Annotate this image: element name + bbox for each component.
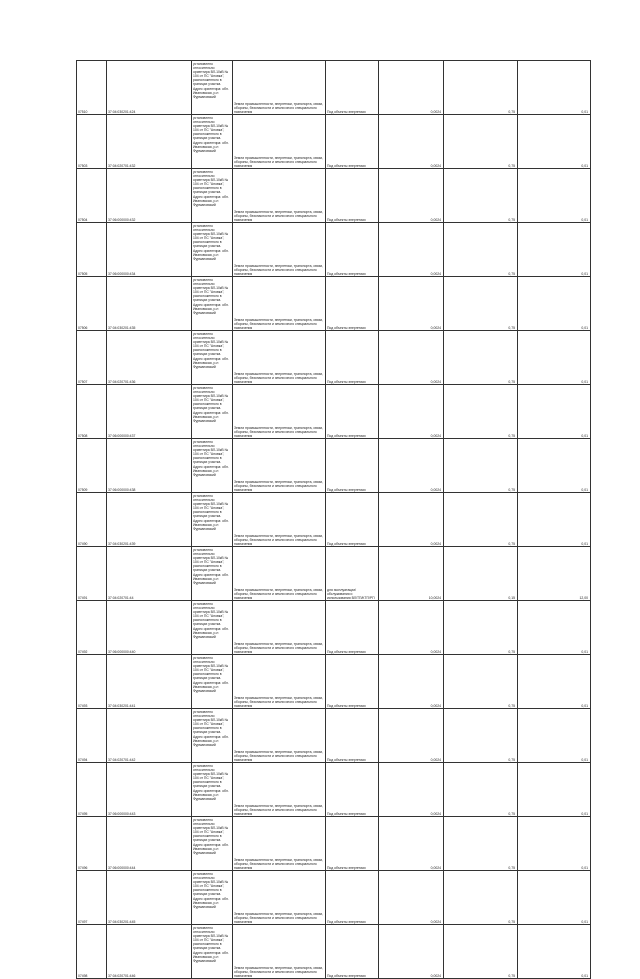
land-category-text: Земли промышленности, энергетики, транспорта, связи, обороны, безопасности и земли иного специального назначения [234, 371, 324, 384]
table-row [77, 439, 591, 493]
permitted-use-text: Под объекты энергетики [327, 973, 366, 978]
rate-value: 0,75 [444, 925, 518, 979]
object-location [192, 61, 233, 115]
permitted-use-text: Под объекты энергетики [327, 217, 366, 222]
object-location [192, 601, 233, 655]
rate-value: 0,75 [444, 277, 518, 331]
table-row [77, 61, 591, 115]
row-number: 07504 [77, 169, 107, 223]
land-category [233, 385, 326, 439]
land-category-text: Земли промышленности, энергетики, транспорта, связи, обороны, безопасности и земли иного специального назначения [234, 317, 324, 330]
cadastral-number: 37:04:030201:441 [107, 655, 192, 709]
permitted-use-text: Под объекты энергетики [327, 811, 366, 816]
tax-value: 0,01 [518, 331, 591, 385]
area-value: 0,0024 [379, 763, 444, 817]
object-location [192, 169, 233, 223]
cadastral-number: 37:06:000000:434 [107, 223, 192, 277]
permitted-use-text: Под объекты энергетики [327, 433, 366, 438]
tax-value: 0,01 [518, 709, 591, 763]
object-location [192, 763, 233, 817]
area-value: 0,0024 [379, 709, 444, 763]
object-location [192, 331, 233, 385]
land-category [233, 925, 326, 979]
area-value: 0,0024 [379, 385, 444, 439]
area-value: 0,0024 [379, 115, 444, 169]
area-value: 0,0024 [379, 655, 444, 709]
cadastral-number: 37:04:020701:446 [107, 925, 192, 979]
land-category [233, 601, 326, 655]
cadastral-number: 37:06:000000:443 [107, 763, 192, 817]
cadastral-number: 37:04:030201:435 [107, 277, 192, 331]
object-location-text: установлено относительно ориентира ВЛ-10кВ № 104 от ПС "Ановка", расположенного в границах участка. Адрес ориентира: обл. Ивановская, р-н Фурмановский [193, 656, 229, 693]
table-row [77, 385, 591, 439]
document-page [76, 60, 588, 979]
object-location-text: установлено относительно ориентира ВЛ-10кВ № 104 от ПС "Ановка", расположенного в границах участка. Адрес ориентира: обл. Ивановская, р-н Фурмановский [193, 224, 229, 261]
cadastral-number: 37:04:020701:436 [107, 331, 192, 385]
object-location [192, 223, 233, 277]
cadastral-number: 37:06:000000:437 [107, 385, 192, 439]
area-value: 0,0024 [379, 601, 444, 655]
permitted-use-text: Под объекты энергетики [327, 109, 366, 114]
land-category [233, 763, 326, 817]
tax-value: 0,01 [518, 763, 591, 817]
table-row [77, 169, 591, 223]
tax-value: 0,01 [518, 277, 591, 331]
rate-value: 0,75 [444, 493, 518, 547]
land-category [233, 331, 326, 385]
rate-value: 0,75 [444, 385, 518, 439]
land-category-text: Земли промышленности, энергетики, транспорта, связи, обороны, безопасности и земли иного специального назначения [234, 803, 324, 816]
object-location [192, 547, 233, 601]
table-row [77, 709, 591, 763]
table-row [77, 817, 591, 871]
row-number: 07507 [77, 331, 107, 385]
area-value: 0,0024 [379, 169, 444, 223]
rate-value: 0,75 [444, 169, 518, 223]
table-row [77, 547, 591, 601]
permitted-use [326, 925, 379, 979]
rate-value: 0,75 [444, 763, 518, 817]
permitted-use [326, 115, 379, 169]
area-value: 0,0024 [379, 493, 444, 547]
table-row [77, 601, 591, 655]
land-category-text: Земли промышленности, энергетики, транспорта, связи, обороны, безопасности и земли иного специального назначения [234, 263, 324, 276]
land-category-text: Земли промышленности, энергетики, транспорта, связи, обороны, безопасности и земли иного специального назначения [234, 695, 324, 708]
permitted-use-text: Под объекты энергетики [327, 163, 366, 168]
permitted-use [326, 763, 379, 817]
permitted-use-text: Под объекты энергетики [327, 325, 366, 330]
rate-value: 0,75 [444, 439, 518, 493]
land-category-text: Земли промышленности, энергетики, транспорта, связи, обороны, безопасности и земли иного специального назначения [234, 533, 324, 546]
object-location [192, 385, 233, 439]
rate-value: 0,75 [444, 61, 518, 115]
table-row [77, 277, 591, 331]
table-row [77, 331, 591, 385]
area-value: 0,0024 [379, 817, 444, 871]
permitted-use [326, 871, 379, 925]
object-location-text: установлено относительно ориентира ВЛ-10кВ № 104 от ПС "Ановка", расположенного в границах участка. Адрес ориентира: обл. Ивановская, р-н Фурмановский [193, 170, 229, 207]
row-number: 07503 [77, 115, 107, 169]
land-category [233, 115, 326, 169]
area-value: 0,0024 [379, 925, 444, 979]
permitted-use [326, 493, 379, 547]
cadastral-number: 37:06:000000:432 [107, 169, 192, 223]
land-category-text: Земли промышленности, энергетики, транспорта, связи, обороны, безопасности и земли иного специального назначения [234, 965, 324, 978]
object-location-text: установлено относительно ориентира ВЛ-10кВ № 104 от ПС "Ановка", расположенного в границах участка. Адрес ориентира: обл. Ивановская, р-н Фурмановский [193, 440, 229, 477]
land-category [233, 439, 326, 493]
permitted-use [326, 817, 379, 871]
permitted-use [326, 61, 379, 115]
rate-value: 0,75 [444, 331, 518, 385]
land-plot-table [76, 60, 591, 979]
land-category [233, 223, 326, 277]
object-location-text: установлено относительно ориентира ВЛ-10кВ № 104 от ПС "Ановка", расположенного в границах участка. Адрес ориентира: обл. Ивановская, р-н Фурмановский [193, 872, 229, 909]
rate-value: 0,75 [444, 709, 518, 763]
cadastral-number: 37:06:000000:440 [107, 601, 192, 655]
cadastral-number: 37:04:020701:44 [107, 547, 192, 601]
object-location-text: установлено относительно ориентира ВЛ-10кВ № 104 от ПС "Ановка", расположенного в границах участка. Адрес ориентира: обл. Ивановская, р-н Фурмановский [193, 494, 229, 531]
land-category [233, 817, 326, 871]
object-location-text: установлено относительно ориентира ВЛ-10кВ № 104 от ПС "Ановка", расположенного в границах участка. Адрес ориентира: обл. Ивановская, р-н Фурмановский [193, 386, 229, 423]
land-category-text: Земли промышленности, энергетики, транспорта, связи, обороны, безопасности и земли иного специального назначения [234, 641, 324, 654]
land-category [233, 871, 326, 925]
rate-value: 0,75 [444, 223, 518, 277]
area-value: 0,0024 [379, 331, 444, 385]
land-category [233, 493, 326, 547]
row-number: 07494 [77, 709, 107, 763]
rate-value: 0,75 [444, 817, 518, 871]
object-location [192, 655, 233, 709]
tax-value: 0,01 [518, 871, 591, 925]
area-value: 0,0024 [379, 277, 444, 331]
object-location [192, 817, 233, 871]
row-number: 07498 [77, 925, 107, 979]
land-category-text: Земли промышленности, энергетики, транспорта, связи, обороны, безопасности и земли иного специального назначения [234, 911, 324, 924]
table-row [77, 925, 591, 979]
permitted-use-text: для эксплуатации/обслуживания и использования ВЛ/ТП/КТП/РП [327, 587, 375, 600]
object-location-text: установлено относительно ориентира ВЛ-10кВ № 104 от ПС "Ановка", расположенного в границах участка. Адрес ориентира: обл. Ивановская, р-н Фурмановский [193, 548, 229, 585]
rate-value: 0,15 [444, 547, 518, 601]
object-location-text: установлено относительно ориентира ВЛ-10кВ № 104 от ПС "Ановка", расположенного в границах участка. Адрес ориентира: обл. Ивановская, р-н Фурмановский [193, 278, 229, 315]
tax-value: 0,01 [518, 601, 591, 655]
permitted-use [326, 385, 379, 439]
object-location [192, 493, 233, 547]
land-category [233, 709, 326, 763]
tax-value: 0,01 [518, 385, 591, 439]
object-location-text: установлено относительно ориентира ВЛ-10кВ № 104 от ПС "Ановка", расположенного в границах участка. Адрес ориентира: обл. Ивановская, р-н Фурмановский [193, 332, 229, 369]
tax-value: 0,01 [518, 223, 591, 277]
tax-value: 0,01 [518, 439, 591, 493]
row-number: 07505 [77, 223, 107, 277]
row-number: 07490 [77, 493, 107, 547]
area-value: 0,0024 [379, 61, 444, 115]
permitted-use [326, 601, 379, 655]
area-value: 0,0024 [379, 223, 444, 277]
row-number: 07506 [77, 277, 107, 331]
rate-value: 0,75 [444, 871, 518, 925]
permitted-use-text: Под объекты энергетики [327, 379, 366, 384]
permitted-use-text: Под объекты энергетики [327, 865, 366, 870]
rate-value: 0,75 [444, 115, 518, 169]
land-category-text: Земли промышленности, энергетики, транспорта, связи, обороны, безопасности и земли иного специального назначения [234, 425, 324, 438]
land-category-text: Земли промышленности, энергетики, транспорта, связи, обороны, безопасности и земли иного специального назначения [234, 209, 324, 222]
tax-value: 0,01 [518, 115, 591, 169]
object-location-text: установлено относительно ориентира ВЛ-10кВ № 104 от ПС "Ановка", расположенного в границах участка. Адрес ориентира: обл. Ивановская, р-н Фурмановский [193, 818, 229, 855]
table-body [77, 61, 591, 979]
object-location [192, 871, 233, 925]
rate-value: 0,75 [444, 601, 518, 655]
object-location-text: установлено относительно ориентира ВЛ-10кВ № 104 от ПС "Ановка", расположенного в границах участка. Адрес ориентира: обл. Ивановская, р-н Фурмановский [193, 62, 229, 99]
object-location [192, 925, 233, 979]
permitted-use [326, 655, 379, 709]
row-number: 07493 [77, 655, 107, 709]
object-location-text: установлено относительно ориентира ВЛ-10кВ № 104 от ПС "Ановка", расположенного в границах участка. Адрес ориентира: обл. Ивановская, р-н Фурмановский [193, 602, 229, 639]
land-category [233, 169, 326, 223]
table-row [77, 115, 591, 169]
tax-value: 0,01 [518, 817, 591, 871]
object-location [192, 277, 233, 331]
permitted-use [326, 547, 379, 601]
permitted-use-text: Под объекты энергетики [327, 487, 366, 492]
land-category-text: Земли промышленности, энергетики, транспорта, связи, обороны, безопасности и земли иного специального назначения [234, 101, 324, 114]
cadastral-number: 37:04:020701:442 [107, 709, 192, 763]
tax-value: 0,01 [518, 169, 591, 223]
table-row [77, 655, 591, 709]
permitted-use [326, 439, 379, 493]
permitted-use-text: Под объекты энергетики [327, 919, 366, 924]
land-category [233, 547, 326, 601]
permitted-use-text: Под объекты энергетики [327, 757, 366, 762]
permitted-use [326, 169, 379, 223]
table-row [77, 223, 591, 277]
permitted-use-text: Под объекты энергетики [327, 541, 366, 546]
row-number: 07491 [77, 547, 107, 601]
cadastral-number: 37:04:030201:439 [107, 493, 192, 547]
permitted-use [326, 709, 379, 763]
permitted-use [326, 277, 379, 331]
row-number: 07509 [77, 439, 107, 493]
cadastral-number: 37:04:030201:424 [107, 61, 192, 115]
cadastral-number: 37:04:030201:445 [107, 871, 192, 925]
area-value: 10,0024 [379, 547, 444, 601]
cadastral-number: 37:04:020701:432 [107, 115, 192, 169]
land-category [233, 61, 326, 115]
row-number: 07496 [77, 817, 107, 871]
cadastral-number: 37:06:000000:444 [107, 817, 192, 871]
table-row [77, 493, 591, 547]
row-number: 07497 [77, 871, 107, 925]
land-category-text: Земли промышленности, энергетики, транспорта, связи, обороны, безопасности и земли иного специального назначения [234, 857, 324, 870]
table-row [77, 763, 591, 817]
object-location [192, 439, 233, 493]
row-number: 07508 [77, 385, 107, 439]
area-value: 0,0024 [379, 871, 444, 925]
land-category-text: Земли промышленности, энергетики, транспорта, связи, обороны, безопасности и земли иного специального назначения [234, 587, 324, 600]
area-value: 0,0024 [379, 439, 444, 493]
permitted-use [326, 331, 379, 385]
tax-value: 0,01 [518, 493, 591, 547]
permitted-use-text: Под объекты энергетики [327, 703, 366, 708]
row-number: 07492 [77, 601, 107, 655]
permitted-use-text: Под объекты энергетики [327, 271, 366, 276]
permitted-use-text: Под объекты энергетики [327, 649, 366, 654]
permitted-use [326, 223, 379, 277]
land-category [233, 655, 326, 709]
land-category-text: Земли промышленности, энергетики, транспорта, связи, обороны, безопасности и земли иного специального назначения [234, 479, 324, 492]
cadastral-number: 37:06:000000:438 [107, 439, 192, 493]
row-number: 07495 [77, 763, 107, 817]
tax-value: 0,01 [518, 655, 591, 709]
row-number: 07510 [77, 61, 107, 115]
object-location-text: установлено относительно ориентира ВЛ-10кВ № 104 от ПС "Ановка", расположенного в границах участка. Адрес ориентира: обл. Ивановская, р-н Фурмановский [193, 926, 229, 963]
tax-value: 12,00 [518, 547, 591, 601]
land-category [233, 277, 326, 331]
object-location-text: установлено относительно ориентира ВЛ-10кВ № 104 от ПС "Ановка", расположенного в границах участка. Адрес ориентира: обл. Ивановская, р-н Фурмановский [193, 764, 229, 801]
object-location-text: установлено относительно ориентира ВЛ-10кВ № 104 от ПС "Ановка", расположенного в границах участка. Адрес ориентира: обл. Ивановская, р-н Фурмановский [193, 116, 229, 153]
object-location [192, 709, 233, 763]
object-location-text: установлено относительно ориентира ВЛ-10кВ № 104 от ПС "Ановка", расположенного в границах участка. Адрес ориентира: обл. Ивановская, р-н Фурмановский [193, 710, 229, 747]
tax-value: 0,01 [518, 925, 591, 979]
land-category-text: Земли промышленности, энергетики, транспорта, связи, обороны, безопасности и земли иного специального назначения [234, 155, 324, 168]
table-row [77, 871, 591, 925]
rate-value: 0,75 [444, 655, 518, 709]
object-location [192, 115, 233, 169]
tax-value: 0,01 [518, 61, 591, 115]
land-category-text: Земли промышленности, энергетики, транспорта, связи, обороны, безопасности и земли иного специального назначения [234, 749, 324, 762]
